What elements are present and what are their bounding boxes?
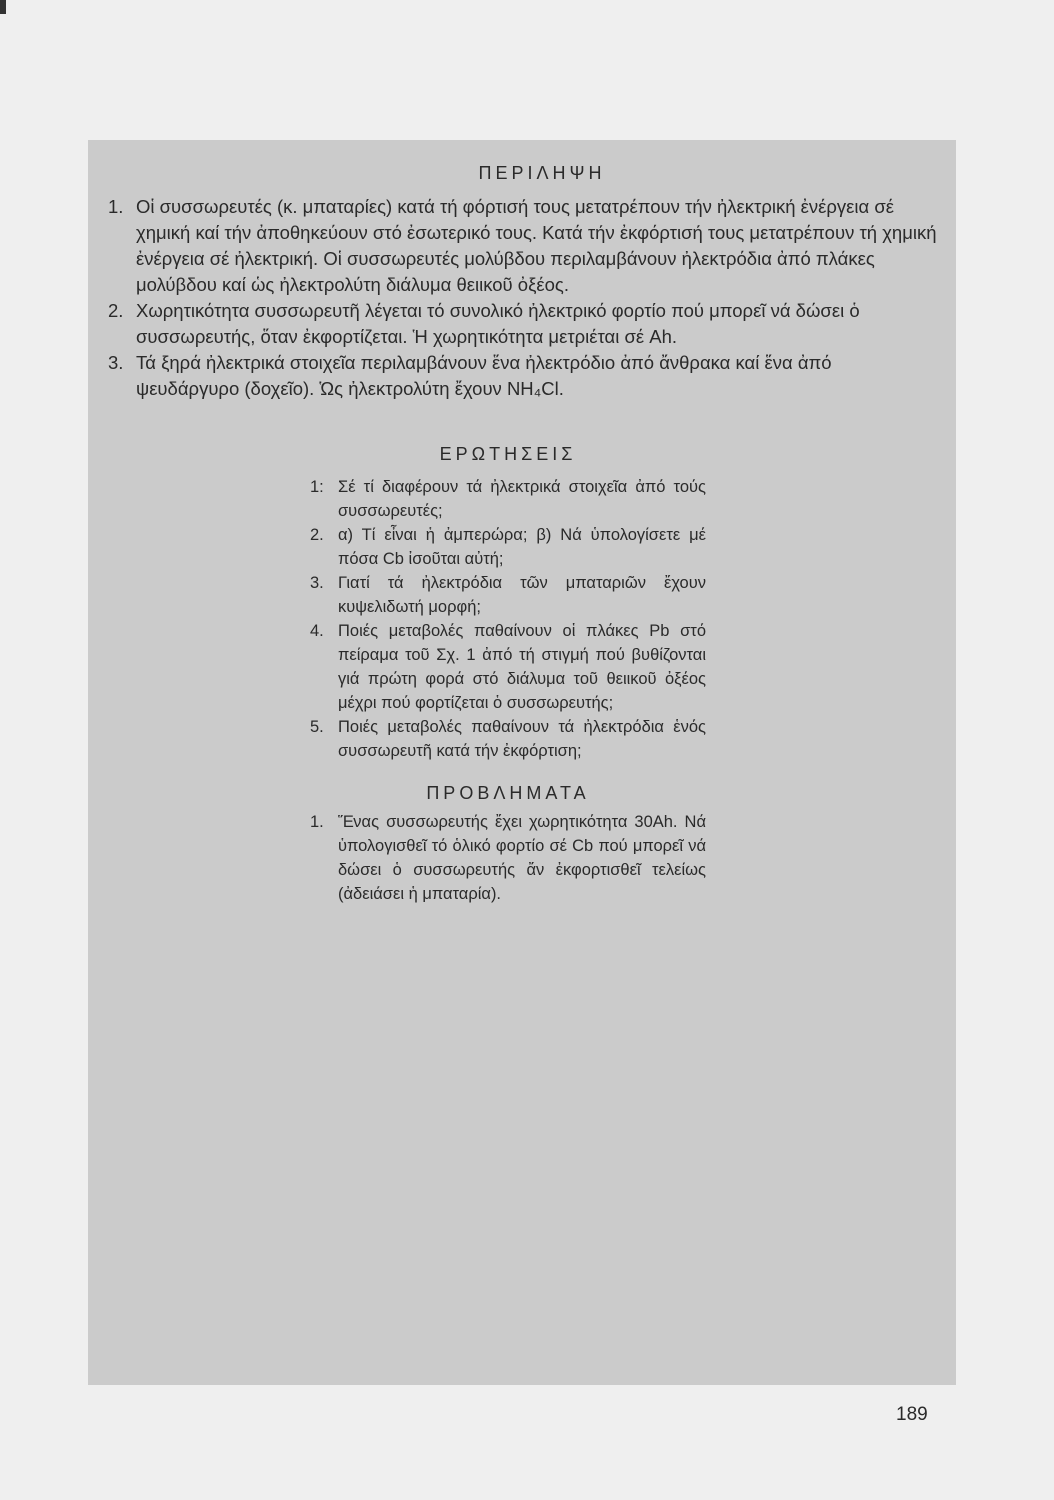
summary-item	[108, 298, 956, 350]
summary-item-number: 2.	[108, 300, 124, 321]
question-number: 3.	[310, 574, 324, 592]
page-content	[88, 163, 956, 906]
problem-item	[310, 810, 706, 906]
question-number: 2.	[310, 526, 324, 544]
page-number: 189	[896, 1404, 928, 1425]
question-text: Γιατί τά ἠλεκτρόδια τῶν μπαταριῶν ἔχουν κυψελιδωτή μορφή;	[338, 574, 706, 616]
questions-list	[310, 475, 706, 763]
question-text: Ποιές μεταβολές παθαίνουν τά ἠλεκτρόδια ἑνός συσσωρευτῆ κατά τήν ἐκφόρτιση;	[338, 718, 706, 760]
problems-section	[310, 783, 706, 906]
question-number: 4.	[310, 622, 324, 640]
summary-item-text: Χωρητικότητα συσσωρευτῆ λέγεται τό συνολικό ἠλεκτρικό φορτίο πού μπορεῖ νά δώσει ὁ συσσωρευτής, ὅταν ἐκφορτίζεται. Ἡ χωρητικότητα μετριέται σέ Ah.	[136, 300, 860, 347]
problems-heading: ΠΡΟΒΛΗΜΑΤΑ	[426, 783, 590, 803]
question-item	[310, 523, 706, 571]
questions-heading: ΕΡΩΤΗΣΕΙΣ	[439, 444, 577, 464]
summary-list	[88, 194, 956, 402]
question-text: Ποιές μεταβολές παθαίνουν οἱ πλάκες Pb στό πείραμα τοῦ Σχ. 1 ἀπό τή στιγμή πού βυθίζονται γιά πρώτη φορά στό διάλυμα τοῦ θειικοῦ ὀξέος μέχρι πού φορτίζεται ὁ συσσωρευτής;	[338, 622, 706, 712]
problem-number: 1.	[310, 813, 324, 831]
summary-item-text: Τά ξηρά ἠλεκτρικά στοιχεῖα περιλαμβάνουν ἕνα ἠλεκτρόδιο ἀπό ἄνθρακα καί ἕνα ἀπό ψευδάργυρο (δοχεῖο). Ὡς ἠλεκτρολύτη ἔχουν NH₄Cl.	[136, 352, 832, 399]
question-number: 1:	[310, 478, 324, 496]
summary-item-number: 3.	[108, 352, 124, 373]
question-item	[310, 619, 706, 715]
summary-item-text: Οἱ συσσωρευτές (κ. μπαταρίες) κατά τή φόρτισή τους μετατρέπουν τήν ἠλεκτρική ἐνέργεια σέ χημική καί τήν ἀποθηκεύουν στό ἐσωτερικό τους. Κατά τήν ἐκφόρτισή τους μετατρέπουν τή χημική ἐνέργεια σέ ἠλεκτρική. Οἱ συσσωρευτές μολύβδου περιλαμβάνουν ἠλεκτρόδια ἀπό πλάκες μολύβδου καί ὡς ἠλεκτρολύτη διάλυμα θειικοῦ ὀξέος.	[136, 196, 937, 295]
summary-heading: ΠΕΡΙΛΗΨΗ	[478, 163, 606, 183]
question-text: Σέ τί διαφέρουν τά ἠλεκτρικά στοιχεῖα ἀπό τούς συσσωρευτές;	[338, 478, 706, 520]
questions-section	[310, 444, 706, 763]
question-item	[310, 571, 706, 619]
summary-item	[108, 350, 956, 402]
question-number: 5.	[310, 718, 324, 736]
question-text: α) Τί εἶναι ἡ ἀμπερώρα; β) Νά ὑπολογίσετε μέ πόσα Cb ἰσοῦται αὐτή;	[338, 526, 706, 568]
problem-text: Ἕνας συσσωρευτής ἔχει χωρητικότητα 30Ah. Νά ὑπολογισθεῖ τό ὁλικό φορτίο σέ Cb πού μπορεῖ νά δώσει ὁ συσσωρευτής ἄν ἐκφορτισθεῖ τελείως (ἀδειάσει ἡ μπαταρία).	[338, 813, 706, 903]
problems-list	[310, 810, 706, 906]
question-item	[310, 475, 706, 523]
page-corner-mark	[0, 0, 6, 14]
question-item	[310, 715, 706, 763]
summary-item-number: 1.	[108, 196, 124, 217]
summary-item	[108, 194, 956, 298]
